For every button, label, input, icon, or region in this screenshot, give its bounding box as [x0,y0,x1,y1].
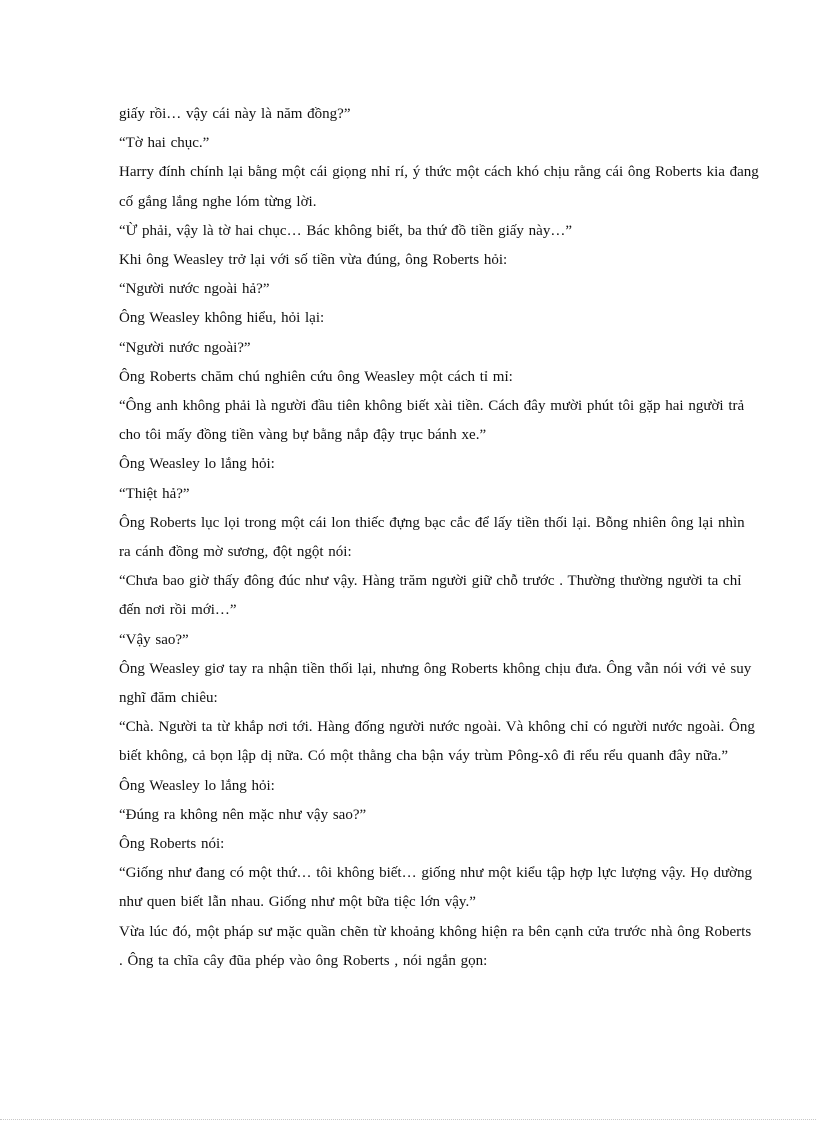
paragraph: Ông Roberts nói: [119,836,225,853]
paragraph: “Vậy sao?” [119,631,189,648]
document-body [119,100,759,976]
paragraph: “Ừ phải, vậy là tờ hai chục… Bác không biết, ba thứ đồ tiền giấy này…” [119,222,572,239]
paragraph: “Đúng ra không nên mặc như vậy sao?” [119,806,367,823]
paragraph: “Người nước ngoài?” [119,339,251,356]
page-bottom-border [0,1119,816,1120]
paragraph: giấy rồi… vậy cái này là năm đồng?” [119,106,351,122]
paragraph: “Người nước ngoài hả?” [119,281,270,298]
paragraph: “Chưa bao giờ thấy đông đúc như vậy. Hàng trăm người giữ chỗ trước . Thường thường người ta chỉ đến nơi rồi mới…” [119,573,742,619]
paragraph: “Thiệt hả?” [119,485,190,502]
paragraph: Khi ông Weasley trở lại với số tiền vừa đúng, ông Roberts hỏi: [119,252,508,269]
paragraph: Vừa lúc đó, một pháp sư mặc quần chẽn từ khoảng không hiện ra bên cạnh cửa trước nhà ông Roberts . Ông ta chĩa cây đũa phép vào ông Roberts , nói ngắn gọn: [119,923,752,969]
paragraph: “Ông anh không phải là người đầu tiên không biết xài tiền. Cách đây mười phút tôi gặp hai người trả cho tôi mấy đồng tiền vàng bự bằng nắp đậy trục bánh xe.” [119,398,745,444]
paragraph: “Chà. Người ta từ khắp nơi tới. Hàng đống người nước ngoài. Và không chỉ có người nước ngoài. Ông biết không, cả bọn lập dị nữa. Có một thằng cha bận váy trùm Pông-xô đi rểu rểu quanh đây nữa.” [119,719,755,765]
paragraph: Ông Weasley giơ tay ra nhận tiền thối lại, nhưng ông Roberts không chịu đưa. Ông vẫn nói với vẻ suy nghĩ đăm chiêu: [119,660,752,707]
paragraph: Ông Roberts chăm chú nghiên cứu ông Weasley một cách tỉ mỉ: [119,368,513,385]
paragraph: Ông Weasley lo lắng hỏi: [119,777,275,794]
paragraph: Ông Roberts lục lọi trong một cái lon thiếc đựng bạc cắc để lấy tiền thối lại. Bỗng nhiên ông lại nhìn ra cánh đồng mờ sương, đột ngột nói: [119,514,745,561]
paragraph: “Giống như đang có một thứ… tôi không biết… giống như một kiểu tập hợp lực lượng vậy. Họ dường như quen biết lẫn nhau. Giống như một bữa tiệc lớn vậy.” [119,865,753,911]
paragraph: “Tờ hai chục.” [119,135,210,152]
paragraph: Harry đính chính lại bằng một cái giọng nhỉ rí, ý thức một cách khó chịu rằng cái ông Roberts kia đang cố gắng lắng nghe lóm từng lời. [119,164,759,210]
paragraph: Ông Weasley không hiểu, hỏi lại: [119,310,325,327]
paragraph: Ông Weasley lo lắng hỏi: [119,456,275,473]
